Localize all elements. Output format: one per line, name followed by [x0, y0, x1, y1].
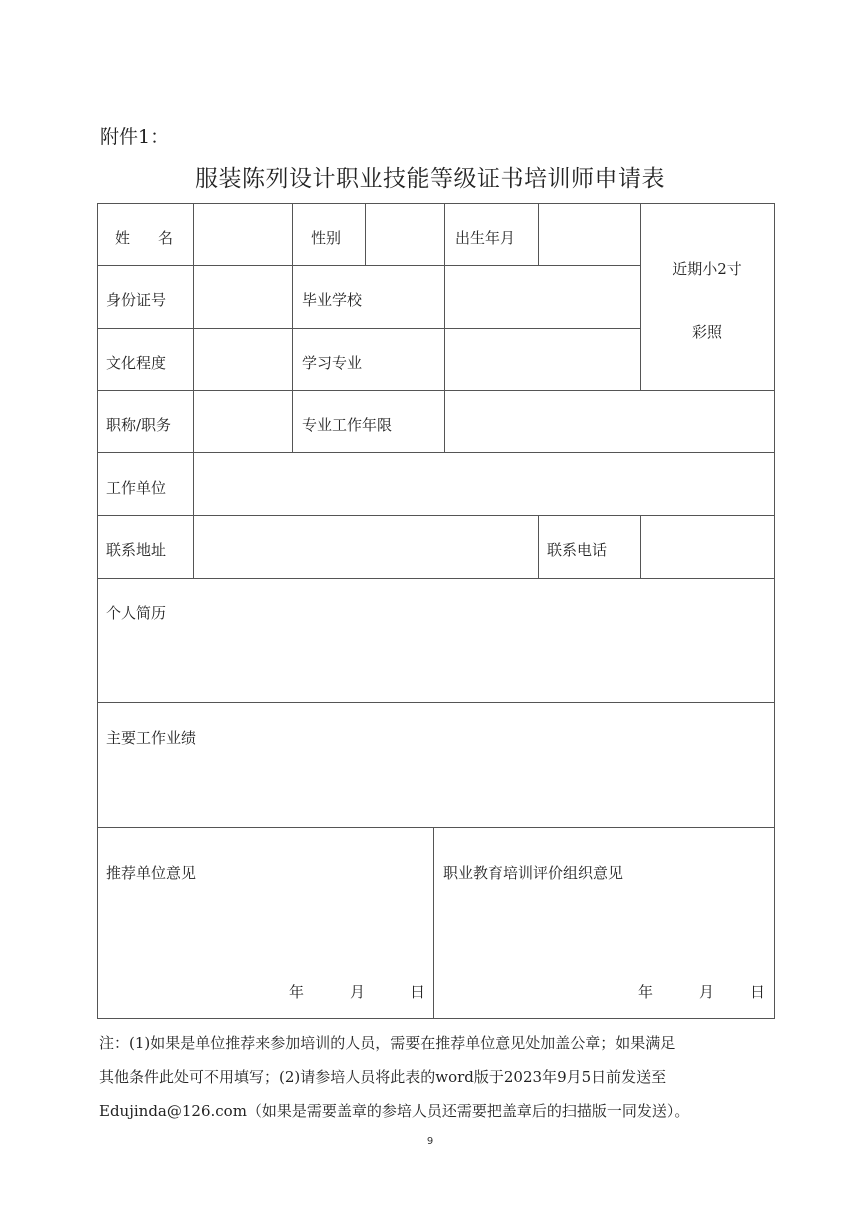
label-birth-date: 出生年月: [455, 229, 516, 247]
column-divider: [640, 203, 641, 390]
org-date-month: 月: [699, 983, 715, 1001]
label-achievements: 主要工作业绩: [106, 729, 197, 747]
column-divider: [292, 203, 293, 452]
footnote: [99, 1026, 775, 1128]
label-id-number: 身份证号: [106, 291, 167, 309]
label-education: 文化程度: [106, 354, 167, 372]
label-resume: 个人简历: [106, 604, 167, 622]
row-divider: [97, 578, 774, 579]
row-divider: [97, 827, 774, 828]
recommend-date-month: 月: [350, 983, 366, 1001]
column-divider: [538, 515, 539, 578]
row-divider: [97, 702, 774, 703]
column-divider: [365, 203, 366, 265]
footnote-line: 注：(1)如果是单位推荐来参加培训的人员，需要在推荐单位意见处加盖公章；如果满足: [99, 1034, 676, 1052]
column-divider: [193, 203, 194, 578]
table-border-left: [97, 203, 98, 1019]
label-major: 学习专业: [302, 354, 363, 372]
org-date-day: 日: [750, 983, 766, 1001]
column-divider: [538, 203, 539, 265]
footnote-line: 其他条件此处可不用填写；(2)请参培人员将此表的word版于2023年9月5日前发送至: [99, 1068, 667, 1086]
label-photo-line2: 彩照: [691, 323, 722, 341]
label-school: 毕业学校: [302, 291, 363, 309]
label-address: 联系地址: [106, 541, 167, 559]
column-divider: [640, 515, 641, 578]
row-divider: [97, 390, 774, 391]
label-gender: 性别: [311, 229, 342, 247]
label-employer: 工作单位: [106, 479, 167, 497]
row-divider: [97, 328, 640, 329]
footnote-line: Edujinda@126.com（如果是需要盖章的参培人员还需要把盖章后的扫描版一同发送）。: [99, 1102, 690, 1120]
org-date-year: 年: [638, 983, 654, 1001]
table-border-bottom: [97, 1018, 774, 1019]
label-work-years: 专业工作年限: [302, 416, 393, 434]
row-divider: [97, 265, 640, 266]
label-title-position: 职称/职务: [106, 416, 172, 434]
recommend-date-year: 年: [289, 983, 305, 1001]
label-phone: 联系电话: [547, 541, 608, 559]
row-divider: [97, 452, 774, 453]
label-name: 姓名: [115, 229, 174, 247]
page-number: 9: [426, 1136, 434, 1147]
form-title: 服装陈列设计职业技能等级证书培训师申请表: [195, 166, 665, 192]
label-org-opinion: 职业教育培训评价组织意见: [443, 864, 624, 882]
label-recommend-opinion: 推荐单位意见: [106, 864, 197, 882]
table-border-top: [97, 203, 774, 204]
row-divider: [97, 515, 774, 516]
attachment-label: 附件1：: [100, 126, 170, 148]
label-photo-line1: 近期小2寸: [672, 260, 742, 278]
column-divider: [444, 203, 445, 452]
column-divider: [433, 827, 434, 1019]
table-border-right: [774, 203, 775, 1019]
recommend-date-day: 日: [410, 983, 426, 1001]
